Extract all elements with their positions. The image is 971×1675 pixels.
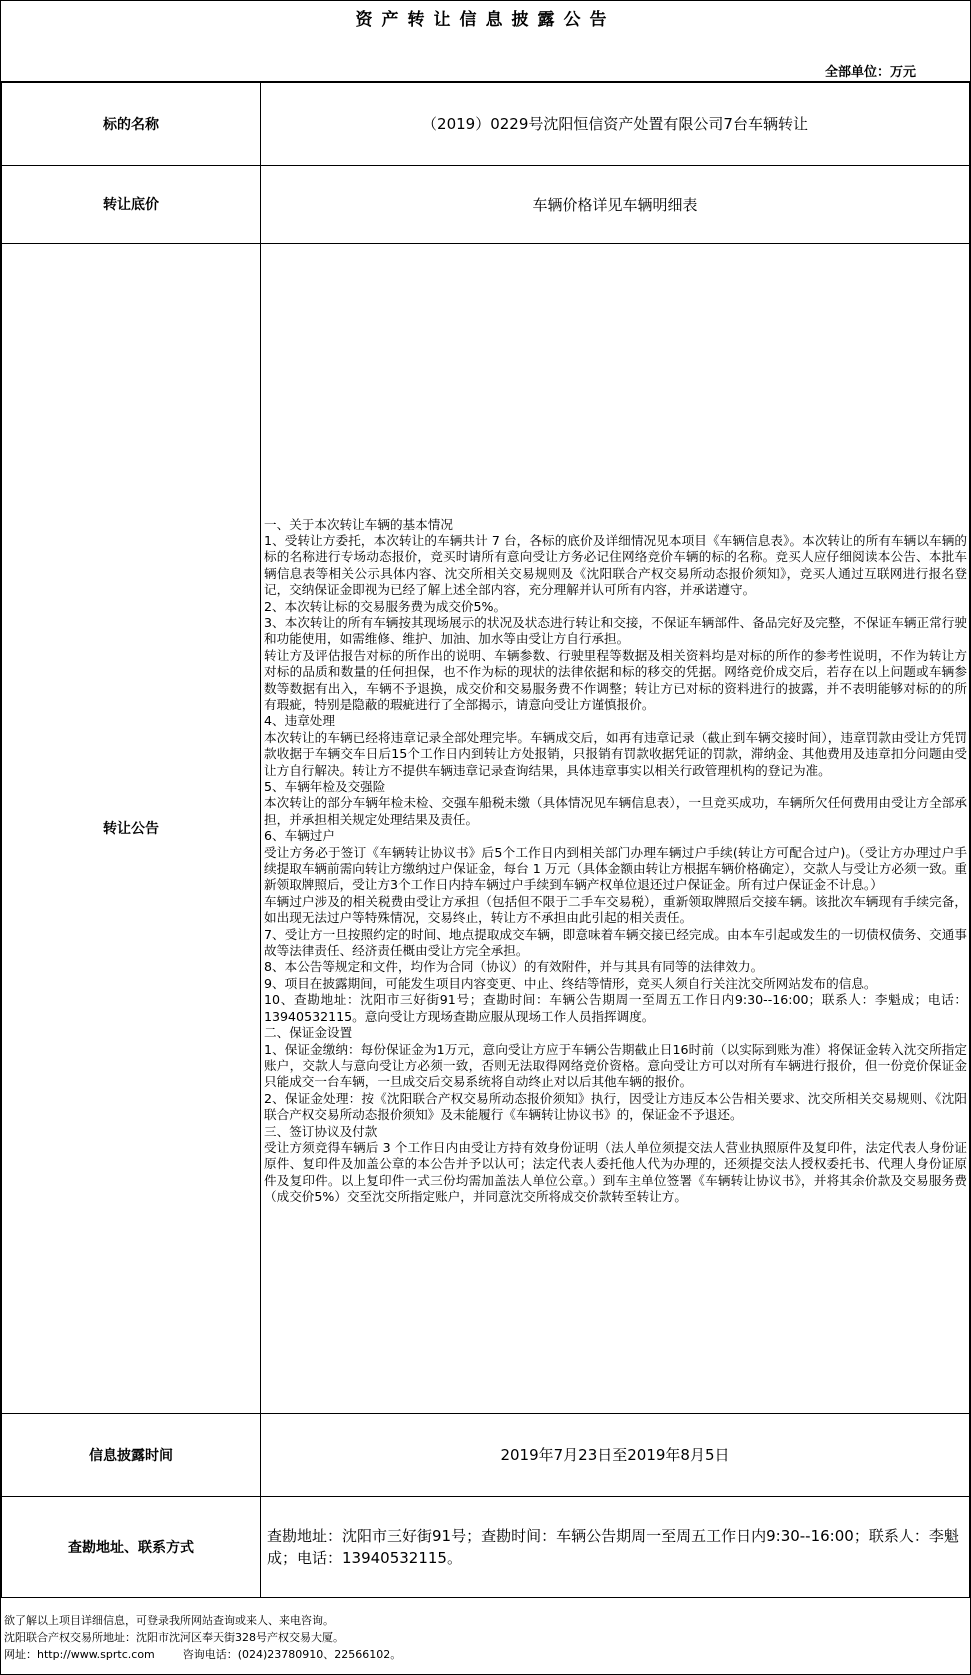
notice-table [1, 81, 970, 1598]
subject-name-label: 标的名称 [2, 82, 261, 165]
base-price-value: 车辆价格详见车辆明细表 [261, 165, 970, 243]
row-contact [2, 1496, 970, 1597]
subject-name-value: （2019）0229号沈阳恒信资产处置有限公司7台车辆转让 [261, 82, 970, 165]
row-announcement [2, 243, 970, 1413]
footer [4, 1612, 401, 1663]
footer-line-address: 沈阳联合产权交易所地址：沈阳市沈河区奉天街328号产权交易大厦。 [4, 1631, 344, 1644]
announcement-cell [261, 243, 970, 1413]
contact-label: 查勘地址、联系方式 [2, 1496, 261, 1597]
footer-line-inquiry: 欲了解以上项目详细信息，可登录我所网站查询或来人、来电咨询。 [4, 1614, 334, 1627]
contact-value: 查勘地址：沈阳市三好街91号；查勘时间：车辆公告期周一至周五工作日内9:30--16:00；联系人：李魁成；电话：13940532115。 [261, 1496, 970, 1597]
row-disclosure-time [2, 1413, 970, 1496]
unit-label: 全部单位：万元 [824, 65, 916, 80]
disclosure-time-label: 信息披露时间 [2, 1413, 261, 1496]
base-price-label: 转让底价 [2, 165, 261, 243]
disclosure-time-value: 2019年7月23日至2019年8月5日 [261, 1413, 970, 1496]
announcement-label: 转让公告 [2, 243, 261, 1413]
announcement-text: 一、关于本次转让车辆的基本情况 1、受转让方委托，本次转让的车辆共计 7 台，各标的底价及详细情况见本项目《车辆信息表》。本次转让的所有车辆以车辆的标的名称进行专场动态报价，竞买时请所有意向受让方务必记住网络竞价车辆的标的名称。竞买人应仔细阅读本公告、本批车辆信息表等相关公示具体内容、沈交所相关交易规则及《沈阳联合产权交易所动态报价须知》，竞买人通过互联网进行报名登记，交纳保证金即视为已经了解上述全部内容，充分理解并认可所有内容，并承诺遵守。 2、本次转让标的交易服务费为成交价5%。 3、本次转让的所有车辆按其现场展示的状况及状态进行转让和交接，不保证车辆部件、备品完好及完整，不保证车辆正常行驶和功能使用，如需维修、维护、加油、加水等由受让方自行承担。 转让方及评估报告对标的所作出的说明、车辆参数、行驶里程等数据及相关资料均是对标的所作的参考性说明，不作为转让方对标的品质和数量的任何担保，也不作为标的现状的法律依据和标的移交的凭据。网络竞价成交后，若存在以上问题或车辆参数等数据有出入，车辆不予退换，成交价和交易服务费不作调整；转让方已对标的资料进行的披露，并不表明能够对标的的所有瑕疵，特别是隐蔽的瑕疵进行了全部揭示，请意向受让方谨慎报价。 4、违章处理 本次转让的车辆已经将违章记录全部处理完毕。车辆成交后，如再有违章记录（截止到车辆交接时间），违章罚款由受让方凭罚款收据于车辆交车日后15个工作日内到转让方处报销，只报销有罚款收据凭证的罚款，滞纳金、其他费用及违章扣分问题由受让方自行解决。转让方不提供车辆违章记录查询结果，具体违章事实以相关行政管理机构的登记为准。 5、车辆年检及交强险 本次转让的部分车辆年检未检、交强车船税未缴（具体情况见车辆信息表），一旦竞买成功，车辆所欠任何费用由受让方全部承担，并承担相关规定处理结果及责任。 6、车辆过户 受让方务必于签订《车辆转让协议书》后5个工作日内到相关部门办理车辆过户手续(转让方可配合过户)。（受让方办理过户手续提取车辆前需向转让方缴纳过户保证金，每台 1 万元（具体金额由转让方根据车辆价格确定），交款人与受让方必须一致。重新领取牌照后，受让方3个工作日内持车辆过户手续到车辆产权单位退还过户保证金。所有过户保证金不计息。） 车辆过户涉及的相关税费由受让方承担（包括但不限于二手车交易税），重新领取牌照后交接车辆。该批次车辆现有手续完备，如出现无法过户等特殊情况，交易终止，转让方不承担由此引起的相关责任。 7、受让方一旦按照约定的时间、地点提取成交车辆，即意味着车辆交接已经完成。由本车引起或发生的一切债权债务、交通事故等法律责任、经济责任概由受让方完全承担。 8、本公告等规定和文件，均作为合同（协议）的有效附件，并与其具有同等的法律效力。 9、项目在披露期间，可能发生项目内容变更、中止、终结等情形，竞买人须自行关注沈交所网站发布的信息。 10、查勘地址：沈阳市三好街91号；查勘时间：车辆公告期周一至周五工作日内9:30--16:00；联系人：李魁成；电话：13940532115。意向受让方现场查勘应服从现场工作人员指挥调度。 二、保证金设置 1、保证金缴纳：每份保证金为1万元，意向受让方应于车辆公告期截止日16时前（以实际到账为准）将保证金转入沈交所指定账户，交款人与意向受让方必须一致，否则无法取得网络竞价资格。意向受让方可以对所有车辆进行报价，但一份竞价保证金只能成交一台车辆，一旦成交后交易系统将自动终止对以后其他车辆的报价。 2、保证金处理：按《沈阳联合产权交易所动态报价须知》执行，因受让方违反本公告相关要求、沈交所相关交易规则、《沈阳联合产权交易所动态报价须知》及未能履行《车辆转让协议书》的，保证金不予退还。 三、签订协议及付款 受让方须竞得车辆后 3 个工作日内由受让方持有效身份证明（法人单位须提交法人营业执照原件及复印件，法定代表人身份证原件、复印件及加盖公章的本公告并予以认可；法定代表人委托他人代为办理的，还须提交法人授权委托书、代理人身份证原件及复印件。以上复印件一式三份均需加盖法人单位公章。）到车主单位签署《车辆转让协议书》，并将其余价款及交易服务费（成交价5%）交至沈交所指定账户，并同意沈交所将成交价款转至转让方。 [264, 516, 967, 1205]
footer-line-website: 网址：http://www.sprtc.com 咨询电话：(024)23780910、22566102。 [4, 1648, 402, 1661]
row-base-price [2, 165, 970, 243]
document-title: 资产转让信息披露公告 [355, 10, 616, 30]
row-subject-name [2, 82, 970, 165]
